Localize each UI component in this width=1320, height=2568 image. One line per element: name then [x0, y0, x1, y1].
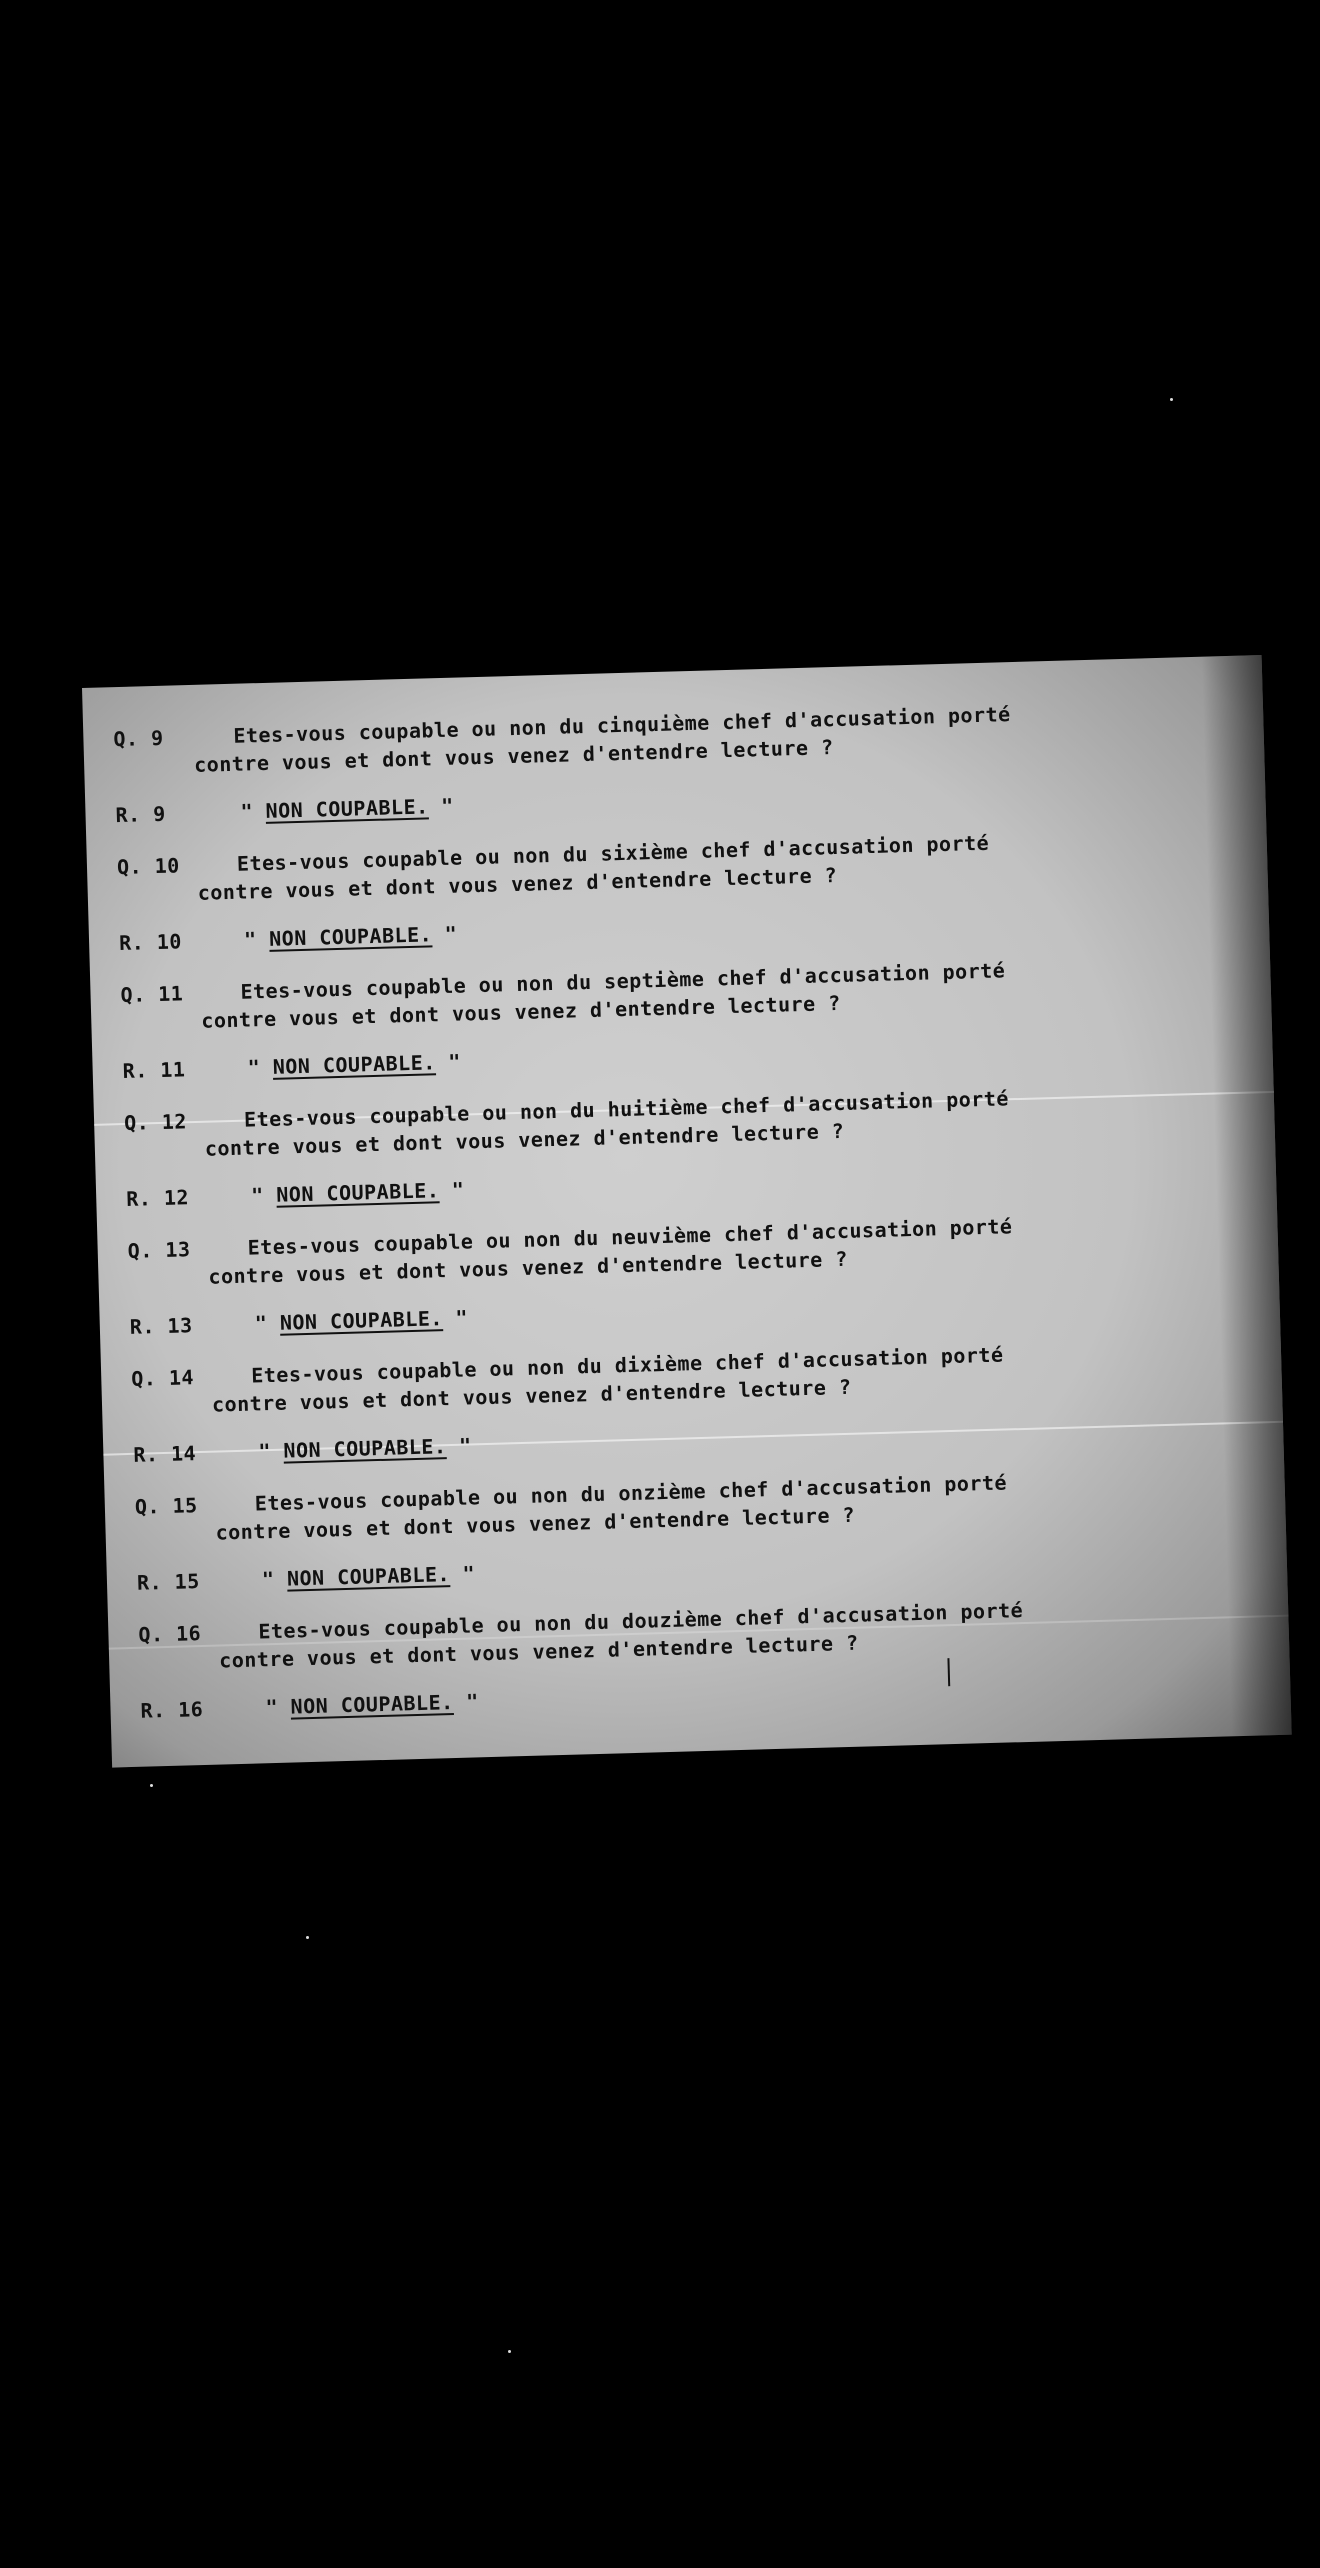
dust-speck — [150, 1784, 153, 1787]
answer-text — [262, 1561, 476, 1591]
response-number: R. 10 — [118, 929, 183, 956]
answer-entry — [110, 1667, 1290, 1723]
verdict-not-guilty: NON COUPABLE. — [272, 1050, 437, 1079]
verdict-not-guilty: NON COUPABLE. — [290, 1690, 454, 1719]
response-number: R. 12 — [125, 1185, 190, 1211]
question-text-line1: Etes-vous coupable ou non du onzième chef d'accusation porté — [254, 1470, 1008, 1516]
close-quote: " — [455, 1305, 469, 1330]
answer-entry — [100, 1283, 1280, 1339]
question-text-line1: Etes-vous coupable ou non du douzième chef d'accusation porté — [258, 1598, 1024, 1644]
question-number: Q. 15 — [134, 1493, 198, 1519]
question-number: Q. 10 — [116, 853, 181, 880]
open-quote: " — [254, 1311, 268, 1336]
answer-entry — [92, 1027, 1272, 1084]
open-quote: " — [247, 1055, 261, 1080]
answer-text — [265, 1689, 479, 1719]
answer-entry — [85, 771, 1265, 828]
question-text-line1: Etes-vous coupable ou non du sixième chef d'accusation porté — [236, 830, 990, 876]
verdict-not-guilty: NON COUPABLE. — [279, 1306, 444, 1335]
answer-text — [240, 794, 454, 824]
question-text-line2: contre vous et dont vous venez d'entendre lecture ? — [208, 1246, 849, 1289]
question-number: Q. 12 — [123, 1109, 188, 1135]
close-quote: " — [451, 1177, 465, 1202]
question-entry — [97, 1207, 1277, 1289]
pen-mark — [947, 1658, 950, 1686]
open-quote: " — [250, 1183, 265, 1208]
question-text-line1: Etes-vous coupable ou non du septième chef d'accusation porté — [240, 958, 1006, 1004]
dust-speck — [1170, 398, 1173, 401]
typed-page — [82, 655, 1292, 1768]
answer-text — [244, 922, 458, 952]
verdict-not-guilty: NON COUPABLE. — [283, 1434, 447, 1463]
question-entry — [105, 1463, 1285, 1545]
question-text-line2: contre vous et dont vous venez d'entendre lecture ? — [204, 1118, 845, 1161]
question-entry — [90, 951, 1270, 1033]
question-number: Q. 9 — [113, 725, 164, 752]
open-quote: " — [265, 1694, 279, 1720]
question-number: Q. 16 — [138, 1621, 202, 1647]
verdict-not-guilty: NON COUPABLE. — [265, 794, 429, 823]
dust-speck — [306, 1936, 309, 1939]
response-number: R. 13 — [129, 1313, 193, 1339]
question-text-line1: Etes-vous coupable ou non du neuvième chef d'accusation porté — [247, 1214, 1013, 1260]
question-text-line1: Etes-vous coupable ou non du huitième chef d'accusation porté — [243, 1086, 1010, 1132]
answer-entry — [107, 1539, 1287, 1595]
open-quote: " — [243, 927, 257, 952]
answer-text — [251, 1178, 465, 1208]
question-text-line1: Etes-vous coupable ou non du cinquième chef d'accusation porté — [233, 702, 1011, 748]
open-quote: " — [261, 1566, 275, 1592]
response-number: R. 15 — [136, 1569, 201, 1595]
verdict-not-guilty: NON COUPABLE. — [275, 1178, 440, 1207]
answer-text — [247, 1050, 461, 1080]
close-quote: " — [458, 1433, 472, 1458]
answer-text — [254, 1305, 468, 1335]
question-text-line2: contre vous et dont vous venez d'entendre lecture ? — [193, 735, 834, 777]
dust-speck — [508, 2350, 511, 2353]
verdict-not-guilty: NON COUPABLE. — [286, 1562, 451, 1591]
response-number: R. 14 — [133, 1441, 197, 1467]
response-number: R. 16 — [140, 1697, 204, 1723]
open-quote: " — [258, 1439, 272, 1464]
answer-entry — [96, 1155, 1276, 1211]
question-text-line2: contre vous et dont vous venez d'entendre lecture ? — [218, 1630, 859, 1673]
close-quote: " — [440, 793, 454, 819]
question-text-line1: Etes-vous coupable ou non du dixième chef d'accusation porté — [250, 1342, 1004, 1388]
question-number: Q. 13 — [127, 1237, 191, 1263]
question-text-line2: contre vous et dont vous venez d'entendre lecture ? — [197, 862, 838, 905]
question-number: Q. 11 — [120, 981, 184, 1008]
question-number: Q. 14 — [130, 1365, 195, 1391]
close-quote: " — [465, 1689, 480, 1714]
verdict-not-guilty: NON COUPABLE. — [268, 922, 433, 951]
close-quote: " — [447, 1049, 462, 1074]
answer-text — [258, 1433, 472, 1463]
question-entry — [87, 823, 1267, 905]
open-quote: " — [240, 799, 254, 824]
close-quote: " — [444, 921, 458, 946]
answer-entry — [89, 899, 1269, 956]
question-entry — [101, 1335, 1281, 1417]
question-text-line2: contre vous et dont vous venez d'entendre lecture ? — [211, 1374, 852, 1417]
question-text-line2: contre vous et dont vous venez d'entendre lecture ? — [215, 1502, 856, 1545]
response-number: R. 11 — [122, 1057, 186, 1084]
response-number: R. 9 — [115, 801, 167, 828]
close-quote: " — [462, 1561, 476, 1586]
question-text-line2: contre vous et dont vous venez d'entendre lecture ? — [201, 990, 842, 1033]
question-entry — [83, 695, 1263, 777]
